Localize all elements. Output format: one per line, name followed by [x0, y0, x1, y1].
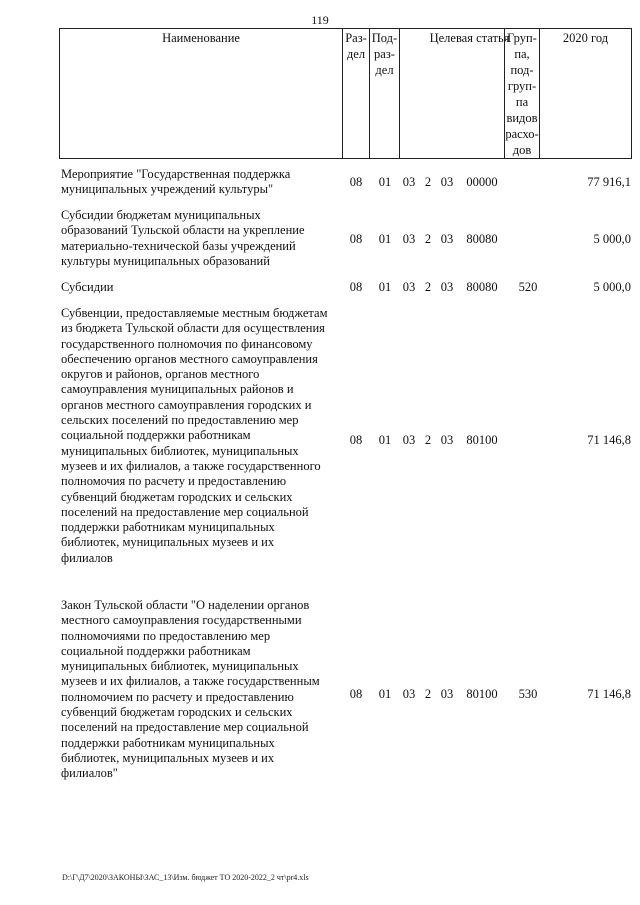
- header-group: [504, 28, 539, 159]
- row-target-part-4: 80080: [466, 280, 498, 294]
- row-name-line: поселений на предоставление мер социальной: [61, 504, 309, 519]
- row-name-line: местного самоуправления государственными: [61, 613, 302, 628]
- row-name: [61, 167, 344, 198]
- row-amount: 77 916,1: [587, 175, 631, 189]
- row-group: 520: [518, 280, 538, 294]
- row-name-line: из бюджета Тульской области для осуществления: [61, 321, 325, 336]
- header-group-line-3: под-: [510, 63, 534, 77]
- row-name: [61, 280, 344, 295]
- row-name-line: библиотек, муниципальных музеев и их: [61, 535, 275, 550]
- header-target-label: Целевая статья: [429, 31, 510, 45]
- row-name-line: филиалов: [61, 550, 113, 565]
- row-target-part-2: 2: [424, 280, 432, 294]
- row-name: [61, 306, 344, 566]
- row-target-part-1: 03: [402, 175, 416, 189]
- row-podrazdel: 01: [378, 175, 392, 189]
- header-group-line-8: дов: [512, 143, 532, 157]
- header-name: [59, 28, 342, 159]
- row-name-line: полномочиями по предоставлению мер: [61, 628, 271, 643]
- row-target-part-4: 00000: [466, 175, 498, 189]
- row-target-part-3: 03: [440, 280, 454, 294]
- row-name-line: материально-технической базы учреждений: [61, 238, 296, 253]
- header-group-line-2: па,: [514, 47, 530, 61]
- header-razdel: [342, 28, 369, 159]
- row-target-part-4: 80100: [466, 687, 498, 701]
- row-razdel: 08: [349, 232, 363, 246]
- row-name-line: культуры муниципальных образований: [61, 253, 270, 268]
- row-name-line: государственного полномочия по финансовому: [61, 336, 313, 351]
- row-podrazdel: 01: [378, 433, 392, 447]
- row-amount: 5 000,0: [593, 232, 631, 246]
- row-name-line: Субсидии: [61, 280, 114, 294]
- table-header: [59, 28, 632, 159]
- row-name-line: библиотек, муниципальных музеев и их: [61, 750, 275, 765]
- row-razdel: 08: [349, 433, 363, 447]
- header-podrazdel-line-1: Под-: [371, 31, 398, 45]
- row-target-part-3: 03: [440, 433, 454, 447]
- header-podrazdel-line-2: раз-: [374, 47, 395, 61]
- row-name-line: Мероприятие "Государственная поддержка: [61, 167, 291, 181]
- header-group-line-4: груп-: [507, 79, 537, 93]
- row-name-line: самоуправления муниципальных районов и: [61, 382, 294, 397]
- row-name-line: органов местного самоуправления городских и: [61, 397, 312, 412]
- row-name: [61, 208, 344, 269]
- row-amount: 71 146,8: [587, 433, 631, 447]
- row-razdel: 08: [349, 175, 363, 189]
- header-razdel-line-1: Раз-: [345, 31, 367, 45]
- row-name-line: филиалов": [61, 766, 118, 781]
- page-number: 119: [311, 13, 329, 27]
- row-name-line: полномочием по расчету и предоставлению: [61, 689, 294, 704]
- row-name: [61, 598, 344, 782]
- row-name-line: округов и районов, органов местного: [61, 367, 260, 382]
- row-podrazdel: 01: [378, 687, 392, 701]
- row-target-part-2: 2: [424, 687, 432, 701]
- row-target-part-1: 03: [402, 280, 416, 294]
- header-podrazdel-line-3: дел: [375, 63, 394, 77]
- row-target-part-4: 80100: [466, 433, 498, 447]
- row-amount: 71 146,8: [587, 687, 631, 701]
- header-year-label: 2020 год: [562, 31, 609, 45]
- header-group-line-7: расхо-: [505, 127, 539, 141]
- row-name-line: социальной поддержки работникам: [61, 428, 251, 443]
- row-podrazdel: 01: [378, 280, 392, 294]
- header-group-line-6: видов: [506, 111, 538, 125]
- header-razdel-line-2: дел: [346, 47, 366, 61]
- row-target-part-3: 03: [440, 687, 454, 701]
- row-group: 530: [518, 687, 538, 701]
- row-name-line: муниципальных библиотек, муниципальных: [61, 659, 299, 674]
- row-name-line: обеспечению органов местного самоуправления: [61, 351, 318, 366]
- row-name-line: поддержки работникам муниципальных: [61, 735, 275, 750]
- row-name-line: поселений на предоставление мер социальной: [61, 720, 309, 735]
- row-name-line: сельских поселений по предоставлению мер: [61, 413, 299, 428]
- row-name-line: Субвенции, предоставляемые местным бюджетам: [61, 306, 328, 320]
- header-podrazdel: [369, 28, 399, 159]
- row-target-part-1: 03: [402, 433, 416, 447]
- row-target-part-3: 03: [440, 232, 454, 246]
- row-target-part-2: 2: [424, 232, 432, 246]
- row-target-part-2: 2: [424, 175, 432, 189]
- row-name-line: субвенций бюджетам городских и сельских: [61, 705, 293, 720]
- header-group-line-5: па: [515, 95, 529, 109]
- row-target-part-1: 03: [402, 232, 416, 246]
- row-name-line: образований Тульской области на укрепление: [61, 223, 305, 238]
- row-amount: 5 000,0: [593, 280, 631, 294]
- row-podrazdel: 01: [378, 232, 392, 246]
- header-name-label: Наименование: [162, 31, 240, 45]
- row-name-line: Субсидии бюджетам муниципальных: [61, 208, 261, 222]
- row-razdel: 08: [349, 280, 363, 294]
- row-target-part-2: 2: [424, 433, 432, 447]
- row-name-line: муниципальных учреждений культуры": [61, 182, 274, 197]
- row-name-line: Закон Тульской области "О наделении органов: [61, 598, 310, 612]
- row-name-line: муниципальных библиотек, муниципальных: [61, 443, 299, 458]
- row-name-line: полномочия по расчету и предоставлению: [61, 474, 287, 489]
- row-name-line: музеев и их филиалов, а также государственного: [61, 458, 321, 473]
- row-razdel: 08: [349, 687, 363, 701]
- row-target-part-3: 03: [440, 175, 454, 189]
- header-group-line-1: Груп-: [507, 31, 537, 45]
- row-name-line: социальной поддержки работникам: [61, 643, 251, 658]
- footer-file-path: D:\Г\Д7\2020\ЗАКОНЫ\ЗАС_13\Изм. бюджет ТО 2020-2022_2 чт\pr4.xls: [62, 873, 309, 882]
- row-name-line: музеев и их филиалов, а также государственным: [61, 674, 320, 689]
- row-target-part-1: 03: [402, 687, 416, 701]
- row-name-line: поддержки работникам муниципальных: [61, 520, 275, 535]
- row-target-part-4: 80080: [466, 232, 498, 246]
- row-name-line: субвенций бюджетам городских и сельских: [61, 489, 293, 504]
